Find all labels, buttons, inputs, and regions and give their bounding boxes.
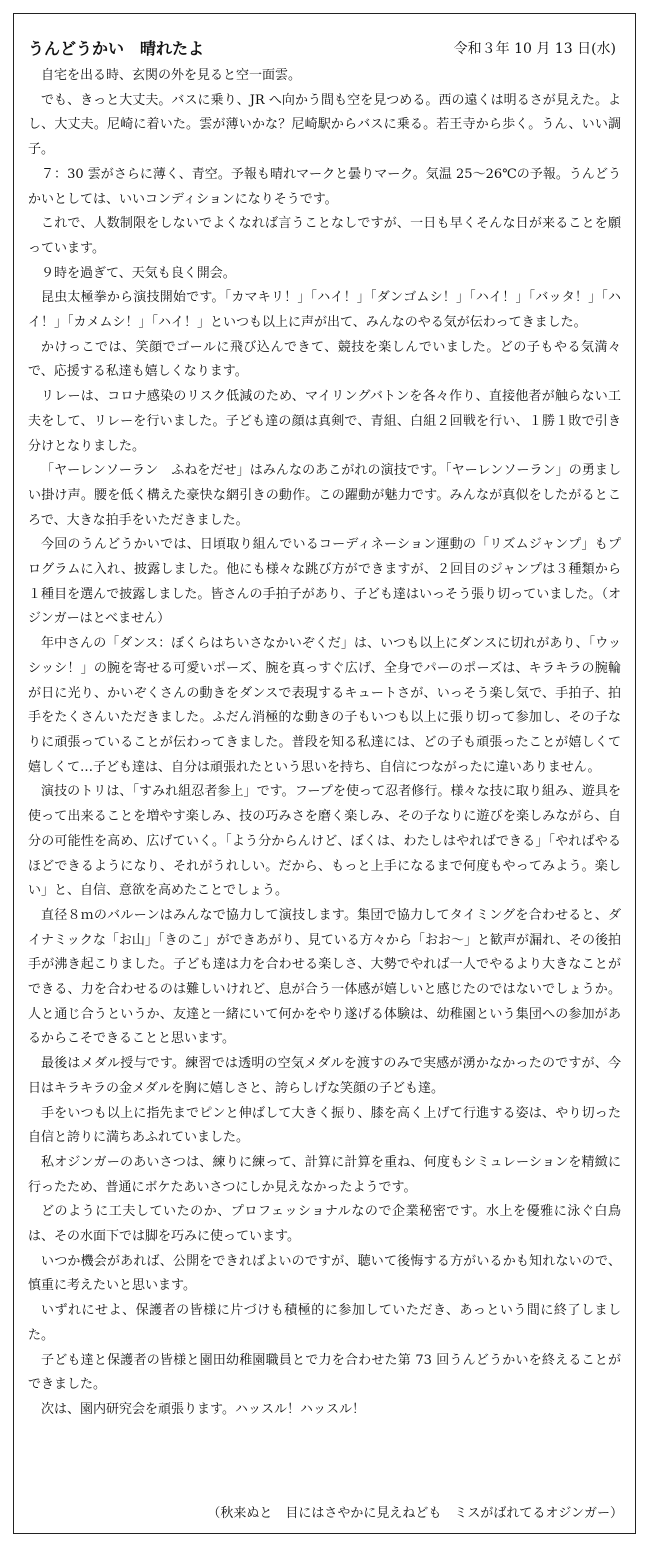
- paragraph: どのように工夫していたのか、プロフェッショナルなので企業秘密です。水上を優雅に泳ぐ白鳥は、その水面下では脚を巧みに使っています。: [28, 1204, 621, 1245]
- paragraph: 手をいつも以上に指先までピンと伸ばして大きく振り、膝を高く上げて行進する姿は、やり切った自信と誇りに満ちあふれていました。: [28, 1105, 621, 1146]
- paragraph: 子ども達と保護者の皆様と園田幼稚園職員とで力を合わせた第 73 回うんどうかいを終えることができました。: [28, 1352, 621, 1393]
- paragraph: いずれにせよ、保護者の皆様に片づけも積極的に参加していただき、あっという間に終了しました。: [28, 1303, 621, 1343]
- paragraph: 昆虫太極拳から演技開始です。「カマキリ！」「ハイ！」「ダンゴムシ！」「ハイ！」「バッタ！」「ハイ！」「カメムシ！」「ハイ！」といつも以上に声が出て、みんなのやる気が伝わってきました。: [28, 290, 621, 331]
- paragraph: いつか機会があれば、公開をできればよいのですが、聴いて後悔する方がいるかも知れないので、慎重に考えたいと思います。: [28, 1253, 621, 1294]
- paragraph: 今回のうんどうかいでは、日頃取り組んでいるコーディネーション運動の「リズムジャンプ」もプログラムに入れ、披露しました。他にも様々な跳び方ができますが、２回目のジャンプは３種類から１種目を選んで披露しました。皆さんの手拍子があり、子ども達はいっそう張り切っていました。（オジンガーはとべません）: [28, 537, 622, 627]
- paragraph: でも、きっと大丈夫。バスに乗り、JR へ向かう間も空を見つめる。西の遠くは明るさが見えた。よし、大丈夫。尼崎に着いた。雲が薄いかな？尼崎駅からバスに乗る。若王寺から歩く。うん、いい調子。: [28, 92, 621, 158]
- paragraph: 私オジンガーのあいさつは、練りに練って、計算に計算を重ね、何度もシミュレーションを精緻に行ったため、普通にボケたあいさつにしか見えなかったようです。: [28, 1154, 621, 1195]
- paragraph: 次は、園内研究会を頑張ります。ハッスル！ハッスル！: [41, 1401, 365, 1417]
- paragraph: これで、人数制限をしないでよくなれば言うことなしですが、一日も早くそんな日が来ることを願っています。: [28, 216, 621, 256]
- paragraph: かけっこでは、笑顔でゴールに飛び込んできて、競技を楽しんでいました。どの子もやる気満々で、応援する私達も嬉しくなります。: [28, 339, 621, 380]
- paragraph: リレーは、コロナ感染のリスク低減のため、マイリングバトンを各々作り、直接他者が触らない工夫をして、リレーを行いました。子ども達の顔は真剣で、青組、白組２回戦を行い、１勝１敗で引き分けとなりました。: [28, 389, 621, 454]
- paragraph: 自宅を出る時、玄関の外を見ると空一面雲。: [41, 68, 302, 83]
- article-body: [28, 64, 621, 1423]
- paragraph: 最後はメダル授与です。練習では透明の空気メダルを渡すのみで実感が湧かなかったのですが、今日はキラキラの金メダルを胸に嬉しさと、誇らしげな笑顔の子ども達。: [28, 1056, 621, 1096]
- paragraph: 直径８ｍのバルーンはみんなで協力して演技します。集団で協力してタイミングを合わせると、ダイナミックな「お山」「きのこ」ができあがり、見ている方々から「おお～」と歓声が漏れ、その後拍手が沸き起こりました。子ども達は力を合わせる楽しさ、大勢でやれば一人でやるより大きなことができる、力を合わせるのは難しいけれど、息が合う一体感が嬉しいと感じたのではないでしょうか。人と通じ合うというか、友達と一緒にいて何かをやり遂げる体験は、幼稚園という集団への参加があるからこそできることと思います。: [28, 907, 621, 1047]
- article-date: 令和３年 10 月 13 日(水): [453, 41, 616, 57]
- header: [28, 36, 618, 64]
- signature: （秋来ぬと 目にはさやかに見えねども ミスがばれてるオジンガー）: [207, 1506, 623, 1521]
- newsletter-page: [13, 13, 636, 1534]
- paragraph: ９時を過ぎて、天気も良く開会。: [41, 265, 236, 281]
- article-title: うんどうかい 晴れたよ: [28, 39, 205, 58]
- paragraph: 年中さんの「ダンス：ぼくらはちいさなかいぞくだ」は、いつも以上にダンスに切れがあり、「ウッシッシ！」の腕を寄せる可愛いポーズ、腕を真っすぐ広げ、全身でパーのポーズは、キラキラの腕輪が日に光り、かいぞくさんの動きをダンスで表現するキュートさが、いっそう楽し気で、手拍子、拍手をたくさんいただきました。ふだん消極的な動きの子もいつも以上に張り切って参加し、その子なりに頑張っていることが伝わってきました。普段を知る私達には、どの子も頑張ったことが嬉しくて嬉しくて…子ども達は、自分は頑張れたという思いを持ち、自信につながったに違いありません。: [28, 636, 621, 775]
- paragraph: 「ヤーレンソーラン ふねをだせ」はみんなのあこがれの演技です。「ヤーレンソーラン」の勇ましい掛け声。腰を低く構えた豪快な網引きの動作。この躍動が魅力です。みんなが真似をしたがるところで、大きな拍手をいただきました。: [28, 463, 621, 528]
- paragraph: ７：30 雲がさらに薄く、青空。予報も晴れマークと曇りマーク。気温 25～26℃の予報。うんどうかいとしては、いいコンディションになりそうです。: [28, 166, 621, 207]
- paragraph: 演技のトリは、「すみれ組忍者参上」です。フープを使って忍者修行。様々な技に取り組み、遊具を使って出来ることを増やす楽しみ、技の巧みさを磨く楽しみ、その子なりに遊びを楽しみながら、自分の可能性を高め、広げていく。「よう分からんけど、ぼくは、わたしはやればできる」「やればやるほどできるようになり、それがうれしい。だから、もっと上手になるまで何度もやってみよう。楽しい」と、自信、意欲を高めたことでしょう。: [28, 784, 621, 899]
